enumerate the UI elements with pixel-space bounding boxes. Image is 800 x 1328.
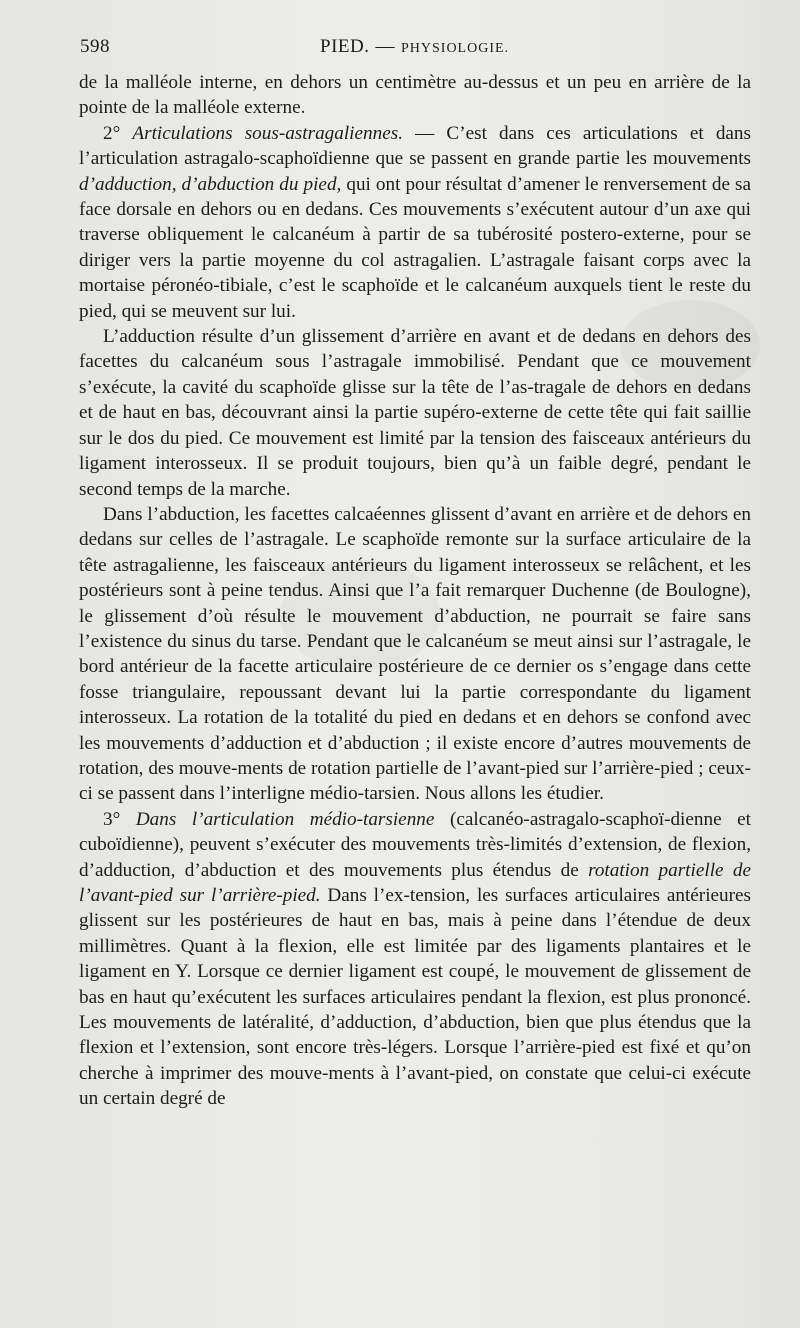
paragraph-subtalar-joints xyxy=(79,121,751,324)
paragraph-text: Dans l’ex-tension, les surfaces articulaires antérieures glissent sur les postérieures de haut en bas, mais à peine dans l’étendue de deux millimètres. Quant à la flexion, elle est limitée par des ligaments plantaires et le ligament en Y. Lorsque ce dernier ligament est coupé, le mouvement de glissement de bas en haut qu’exécutent les surfaces articulaires pendant la flexion, est plus prononcé. Les mouvements de latéralité, d’adduction, d’abduction, bien que plus étendus que la flexion et l’extension, sont encore très-légers. Lorsque l’arrière-pied est fixé et qu’on cherche à imprimer des mouve-ments à l’avant-pied, on constate que celui-ci exécute un certain degré de xyxy=(79,885,752,1110)
paragraph-abduction: Dans l’abduction, les facettes calcaéennes glissent d’avant en arrière et de dehors en dedans sur celles de l’astragale. Le scaphoïde remonte sur la surface articulaire de la tête astragalienne, les faisceaux antérieurs du ligament interosseux se relâchent, et les postérieurs sont à peine tendus. Ainsi que l’a fait remarquer Duchenne (de Boulogne), le glissement d’où résulte le mouvement d’abduction, ne pourrait se faire sans l’existence du sinus du tarse. Pendant que le calcanéum se meut ainsi sur l’astragale, le bord antérieur de la facette articulaire postérieure de ce dernier os s’engage dans cette fosse triangulaire, repoussant devant lui la partie correspondante du ligament interosseux. La rotation de la totalité du pied en dedans et en dehors se confond avec les mouvements d’adduction et d’abduction ; il existe encore d’autres mouvements de rotation, des mouve-ments de rotation partielle de l’avant-pied sur l’arrière-pied ; ceux-ci se passent dans l’interligne médio-tarsien. Nous allons les étudier. xyxy=(79,503,751,805)
section-number: 3° xyxy=(103,808,121,830)
paragraph-text: qui ont pour résultat d’amener le renversement de sa face dorsale en dehors ou en dedans. Ces mouvements s’exécutent autour d’un axe qui traverse obliquement le calcanéum à partir de sa tubérosité postero-externe, pour se diriger vers la partie moyenne du col astragalien. L’astragale faisant corps avec la mortaise péronéo-tibiale, c’est le scaphoïde et le calcanéum auxquels tient le reste du pied, qui se meuvent sur lui. xyxy=(79,173,751,322)
section-number: 2° xyxy=(103,122,121,144)
paragraph-adduction: L’adduction résulte d’un glissement d’arrière en avant et de dedans en dehors des facettes du calcanéum sous l’astragale immobilisé. Pendant que ce mouvement s’exécute, la cavité du scaphoïde glisse sur la tête de l’as-tragale de dehors en dedans et de haut en bas, découvrant ainsi la partie supéro-externe de cette tête qui fait saillie sur le dos du pied. Ce mouvement est limité par la tension des faisceaux antérieurs du ligament interosseux. Il se produit toujours, bien qu’à un faible degré, pendant le second temps de la marche. xyxy=(79,326,751,500)
running-head xyxy=(80,36,748,60)
section-heading: Dans l’articulation médio-tarsienne xyxy=(135,808,435,830)
section-heading: Articulations sous-astragaliennes. xyxy=(132,122,403,144)
paragraph-continuation: de la malléole interne, en dehors un centimètre au-dessus et un peu en arrière de la pointe de la malléole externe. xyxy=(79,72,751,119)
page-number: 598 xyxy=(80,36,110,57)
paragraph-mediotarsal-joint xyxy=(79,807,751,1112)
running-title-subtitle: PHYSIOLOGIE. xyxy=(400,41,510,56)
running-title xyxy=(320,36,509,58)
paragraph-text: (calcanéo-astragalo-scaphoï-dienne et cuboïdienne), peuvent s’exécuter des mouvements très-limités d’extension, de flexion, d’adduction, d’abduction et des mouvements plus étendus de xyxy=(79,808,751,881)
italic-term: d’adduction, d’abduction du pied, xyxy=(79,173,342,195)
running-title-main: PIED. xyxy=(320,36,370,57)
body-text xyxy=(79,70,751,1112)
paragraph-text: — C’est dans ces articulations et dans l’articulation astragalo-scaphoïdienne que se passent en grande partie les mouvements xyxy=(79,122,751,170)
running-title-separator: — xyxy=(375,36,395,57)
italic-term: rotation partielle de l’avant-pied sur l’arrière-pied. xyxy=(79,859,751,906)
